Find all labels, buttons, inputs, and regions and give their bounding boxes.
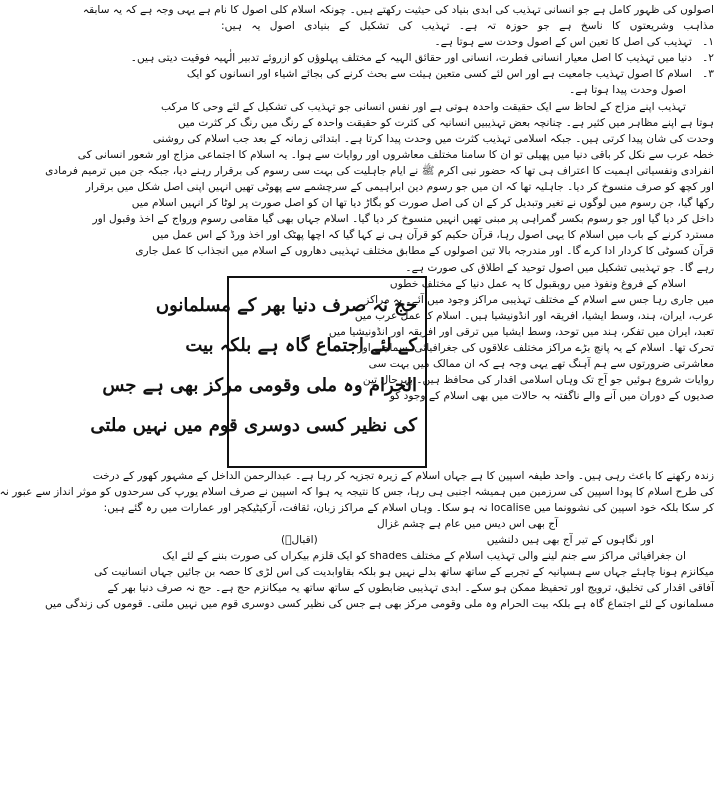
list-number: ۳۔ <box>702 68 714 81</box>
text-line: آفاقی اقدار کی تخلیق، ترویج اور تحفیظ ممکن ہو سکے۔ ابدی تہذیبی ضابطوں کے ساتھ ساتھ یہ میکانزم حج ہے۔ حج نہ صرف دنیا بھر کے <box>107 582 714 595</box>
text-line: ان جغرافیائی مراکز سے جنم لینے والی تہذیب اسلام کے مختلف shades کو ایک قلزم بیکراں کی صورت بننے کے لئے ایک <box>162 550 686 563</box>
text-line: مسلمانوں کے لئے اجتماع گاہ ہے بلکہ بیت الحرام وہ ملی وقومی مرکز بھی ہے جس کی نظیر کسی دوسری قوم میں نہیں ملتی۔ قوموں کی زندگی میں <box>44 598 714 611</box>
text-line: کر سکا بلکہ خود اسپین کی نشوونما میں localise نہ ہو سکا۔ وہاں اسلام کے مراکز زبان، ثقافت، آرکیٹیکچر اور عمارات میں رہ گئے ہیں: <box>103 501 714 514</box>
list-number: ۱۔ <box>702 36 714 49</box>
paragraph-centers <box>328 276 714 405</box>
list-number: ۲۔ <box>702 52 714 65</box>
list-text: تہذیب کی اصل کا تعین اس کے اصول وحدت سے ہوتا ہے۔ <box>434 36 692 49</box>
text-line: اسلام کے فروغ ونفوذ میں روبقبول کا یہ عمل دنیا کے مختلف خطوں <box>389 277 686 290</box>
text-line: روایات شروع ہوئیں جو آج تک وہاں اسلامی اقدار کی محافظ ہیں۔ بہرحال تین <box>362 374 714 387</box>
text-line: تحرک تھا۔ اسلام کے یہ پانچ بڑے مراکز مختلف علاقوں کی جغرافیائی، سماجی اور <box>357 341 714 354</box>
list-text-continued: اصول وحدت پیدا ہوتا ہے۔ <box>569 84 686 97</box>
text-line: انفرادی ونفسیاتی اہمیت کا اعتراف ہی تھا کہ حضور نبی اکرم ﷺ نے ایام جاہلیت کی بہت سی رسوم کی برقرار رہنے دیا، جبکہ جن میں ترمیم فرمادی <box>45 164 714 177</box>
pull-quote-line: الحرام وہ ملی وقومی مرکز بھی ہے جس <box>102 374 417 396</box>
list-text: دنیا میں تہذیب کا اصل معیار انسانی فطرت، انسانی اور حقائق الہیہ کے مختلف پہلوؤں کو ازروئے تدبیر الٰہیہ فوقیت دیتی ہیں۔ <box>130 52 692 65</box>
text-line: اصولوں کی ظہور کامل ہے جو انسانی تہذیب کی ابدی بنیاد کی حیثیت رکھتے ہیں۔ چونکہ اسلام کلی اصول کا نام ہے یہی وجہ ہے کہ یہ سابقہ <box>82 4 714 16</box>
paragraph-hajj <box>44 548 714 612</box>
text-line: داخل کر دیا گیا اور جو رسوم بکسر گمراہی پر مبنی تھیں انہیں منسوخ کر دیا گیا۔ اسلام جہاں بھی گیا مقامی رسوم ورواج کے اخذ وقبول اور <box>92 213 714 226</box>
text-line: تعبد، ایران میں تفکر، ہند میں توحد، وسط ایشیا میں ترقی اور افریقہ اور انڈونیشیا میں <box>328 325 714 338</box>
intro-paragraph <box>82 2 714 34</box>
verse-attribution: (اقبالؒ) <box>281 533 318 546</box>
text-line: ہوتا ہے اپنے مظاہر میں کثیر ہے۔ چنانچہ بعض تہذیبیں انسانیہ کی کثرت کو حقیقت واحدہ کے رنگ میں رنگ کر کثرت میں <box>177 116 714 129</box>
text-line: قرآن کسوٹی کا کردار ادا کرے گا۔ اور مندرجہ بالا تین اصولوں کے مطابق مختلف تہذیبی دھاروں کے اسلام میں انجذاب کا عمل جاری <box>135 245 714 258</box>
list-item <box>221 34 714 50</box>
text-line: رکھا گیا، جن رسوم میں لوگوں نے تغیر وتبدیل کر کے ان کی اصل صورت کو بگاڑ دیا تھا ان کو اصل صورت پر لوٹا کر انہیں اسلام میں <box>131 197 714 210</box>
text-line: خطہ عرب سے نکل کر باقی دنیا میں پھیلی تو ان کا سامنا مختلف معاشروں اور روایات سے ہوا۔ یہ اسلام کا اجتماعی مزاج اور شعور انسانی کی <box>77 148 714 161</box>
paragraph-tahzeeb <box>45 99 714 276</box>
pull-quote-line: حج نہ صرف دنیا بھر کے مسلمانوں <box>155 294 417 316</box>
text-line: مسترد کرنے کے باب میں اسلام کا یہی اصول رہا، قرآن حکیم کو قرآن ہی نے کہا گیا کہ اچھا پھٹک اور اخذ ورڈ کے اس عمل میں <box>152 229 714 242</box>
verse-line-with-attribution <box>281 532 654 548</box>
pull-quote-line: کی نظیر کسی دوسری قوم میں نہیں ملتی <box>90 414 417 436</box>
text-line: تہذیب اپنے مزاج کے لحاظ سے ایک حقیقت واحدہ ہوتی ہے اور نفس انسانی جو تہذیب کی تشکیل کے لئے وحی کا مرکب <box>160 100 686 113</box>
text-line: وحدت کی شان پیدا کرتی ہیں۔ جبکہ اسلامی تہذیب کثرت میں وحدت پیدا کرتا ہے۔ ابتدائی زمانہ کے بعد جب اسلام کی روشنی <box>152 132 714 145</box>
list-item <box>130 50 714 66</box>
text-line: معاشرتی ضرورتوں سے ہم آہنگ تھے یہی وجہ ہے کہ ان ممالک میں بہت سی <box>368 358 714 371</box>
verse-line: آج بھی اس دیس میں عام ہے چشم غزال <box>377 517 558 530</box>
principles-list <box>130 34 714 98</box>
text-line: مذاہب وشریعتوں کا ناسخ ہے جو حوزہ تہ ہے۔ تہذیب کی تشکیل کے بنیادی اصول یہ ہیں: <box>221 20 714 33</box>
paragraph-spain <box>0 468 714 516</box>
paragraph-with-pullquote <box>90 276 714 468</box>
text-line: زندہ رکھنے کا باعث رہی ہیں۔ واحد طیفہ اسپین کا ہے جہاں اسلام کے زیرہ تجزیہ کر رہا ہے۔ عبدالرحمن الداخل کے مشہور کھور کے درخت <box>92 469 714 482</box>
pull-quote-box <box>90 276 427 468</box>
text-line: رہے گا۔ جو تہذیبی تشکیل میں اصول توحید کے اطلاق کی صورت ہے۔ <box>405 261 714 274</box>
list-text: اسلام کا اصول تہذیب جامعیت ہے اور اس لئے کسی متعین ہیئت سے بحث کرنے کی بجائے اشیاء اور انسانوں کو ایک <box>186 68 692 81</box>
text-line: میکانزم ہونا چاہئے جہاں سے ہسپانیہ کے تجربے کے ساتھ ساتھ بدلے نہیں ہو بلکہ بقاوابدیت کی اس لڑی کا حصہ بن جائیں جہاں انسانیت کی <box>94 566 714 579</box>
text-line: اور کچھ کو صرف منسوخ کر دیا۔ جاہلیہ تھا کہ ان میں جو رسوم دین ابراہیمی کے سرچشمے سے پھوٹی تھیں انہیں اپنی اصل شکل میں برقرار <box>85 181 714 194</box>
list-item <box>186 66 714 82</box>
verse-line: اور نگاہوں کے تیر آج بھی ہیں دلنشیں <box>486 533 654 546</box>
verse-block <box>221 516 714 548</box>
text-line: کی طرح اسلام کا پودا اسپین کی سرزمین میں ہمیشہ اجنبی ہی رہا، جس کا نتیجہ یہ ہوا کہ اسپین نے صرف اسلام یورپ کی سرحدوں کو موثر انداز سے عبور نہ <box>0 485 714 498</box>
text-line: عرب، ایران، ہند، وسط ایشیا، افریقہ اور انڈونیشیا ہیں۔ اسلام کا عمل عرب میں <box>354 309 714 322</box>
pull-quote-line: کے لئے اجتماع گاہ ہے بلکہ بیت <box>185 334 417 356</box>
text-line: صدیوں کے دوران میں آنے والے ناگفتہ بہ حالات میں بھی اسلام کے وجود کو <box>389 390 714 403</box>
text-line: میں جاری رہا جس سے اسلام کے مختلف تہذیبی مراکز وجود میں آئے۔ یہ مراکز <box>364 293 714 306</box>
